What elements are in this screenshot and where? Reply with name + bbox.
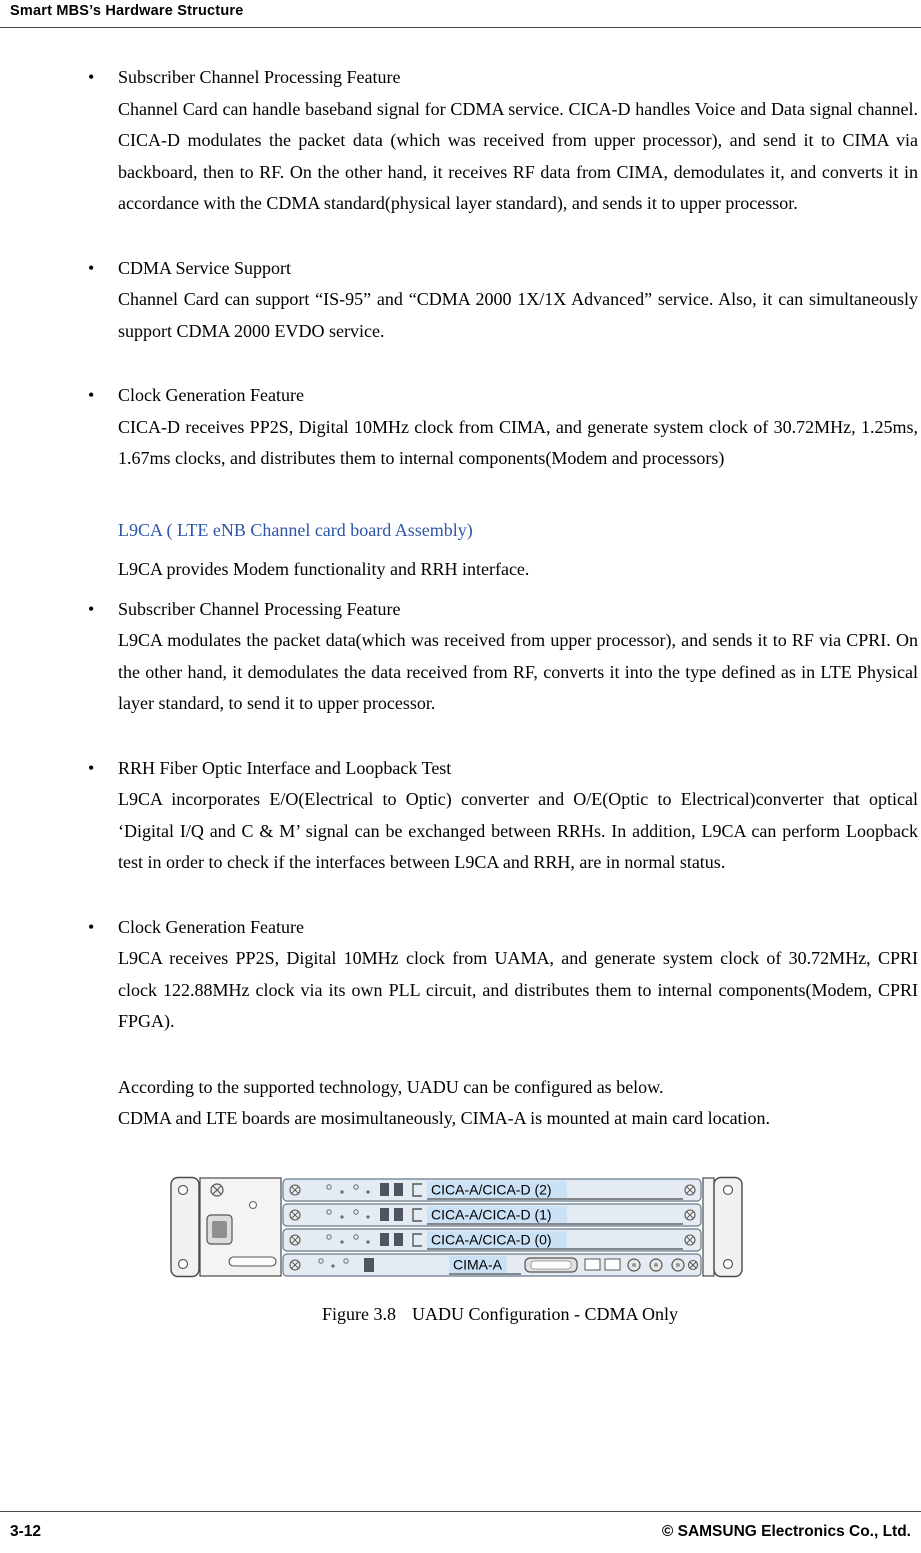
rf-port-icon — [650, 1259, 662, 1271]
card-slot-cima-a — [283, 1254, 701, 1276]
figure-caption-label: Figure 3.8 — [322, 1303, 396, 1324]
card-label: CICA-A/CICA-D (1) — [431, 1206, 552, 1222]
left-mounting-ear — [171, 1177, 199, 1276]
page-header — [0, 0, 921, 28]
left-panel — [200, 1178, 281, 1276]
screw-icon — [211, 1184, 223, 1196]
body-paragraph: L9CA incorporates E/O(Electrical to Optic) converter and O/E(Optic to Electrical)converter that optical ‘Digital I/Q and C & M’ signal can be exchanged between RRHs. In addition, L9CA can perform Loopback test in order to check if the interfaces between L9CA and RRH, are in normal status. — [118, 789, 918, 872]
figure-caption — [118, 1299, 918, 1331]
led-hole — [250, 1201, 257, 1208]
l9ca-heading: L9CA ( LTE eNB Channel card board Assembly) — [118, 519, 473, 540]
figure-caption-text: UADU Configuration - CDMA Only — [412, 1303, 678, 1324]
body-paragraph: Channel Card can support “IS-95” and “CDMA 2000 1X/1X Advanced” service. Also, it can simultaneously support CDMA 2000 EVDO service. — [118, 289, 918, 341]
section-subscriber-channel-cdma — [118, 62, 918, 220]
header-title: Smart MBS’s Hardware Structure — [10, 3, 244, 19]
card-label: CICA-A/CICA-D (0) — [431, 1231, 552, 1247]
section-rrh-fiber-optic — [118, 753, 918, 879]
dsub-connector-icon — [207, 1215, 232, 1244]
body-paragraph: CICA-D receives PP2S, Digital 10MHz clock from CIMA, and generate system clock of 30.72MHz, 1.25ms, 1.67ms clocks, and distributes them to internal components(Modem and processors) — [118, 416, 918, 468]
bullet-title: • Subscriber Channel Processing Feature — [118, 594, 918, 626]
right-mounting-ear — [714, 1177, 742, 1276]
section-clock-generation-l9ca — [118, 912, 918, 1038]
copyright-notice: © SAMSUNG Electronics Co., Ltd. — [661, 1522, 911, 1540]
section-subscriber-channel-l9ca — [118, 594, 918, 720]
page-footer — [0, 1511, 921, 1553]
closing-paragraph: CDMA and LTE boards are mosimultaneously, CIMA-A is mounted at main card location. — [118, 1108, 771, 1128]
section-clock-generation-cica — [118, 380, 918, 475]
uadu-rack-diagram — [169, 1175, 744, 1279]
rf-port-icon — [672, 1259, 684, 1271]
dsub-connector-icon — [525, 1258, 577, 1272]
card-slot-cica-0 — [283, 1229, 701, 1251]
bullet-title: • Clock Generation Feature — [118, 380, 918, 412]
card-label: CICA-A/CICA-D (2) — [431, 1181, 552, 1197]
rf-port-icon — [628, 1259, 640, 1271]
page-number: 3-12 — [10, 1522, 42, 1540]
card-slot-cica-1 — [283, 1204, 701, 1226]
closing-paragraph: According to the supported technology, UADU can be configured as below. — [118, 1076, 664, 1097]
right-panel-strip — [703, 1178, 714, 1276]
body-paragraph: L9CA modulates the packet data(which was received from upper processor), and sends it to RF via CPRI. On the other hand, it demodulates the data received from RF, converts it into the type defined as in LTE Physical layer standard, to send it to upper processor. — [118, 630, 918, 713]
body-paragraph: L9CA receives PP2S, Digital 10MHz clock from UAMA, and generate system clock of 30.72MHz, CPRI clock 122.88MHz clock via its own PLL circuit, and distributes them to internal components(Modem, CPRI FPGA). — [118, 948, 918, 1031]
document-body — [118, 62, 918, 1330]
bullet-title: • Subscriber Channel Processing Feature — [118, 62, 918, 94]
figure-3-8 — [118, 1175, 918, 1331]
section-cdma-service-support — [118, 253, 918, 348]
bullet-title: • Clock Generation Feature — [118, 912, 918, 944]
card-label: CIMA-A — [453, 1256, 502, 1272]
card-slot-cica-2 — [283, 1179, 701, 1201]
bullet-title: • RRH Fiber Optic Interface and Loopback Test — [118, 753, 918, 785]
port-icon — [585, 1259, 600, 1270]
bullet-title: • CDMA Service Support — [118, 253, 918, 285]
port-icon — [605, 1259, 620, 1270]
vent-slot — [229, 1257, 276, 1266]
l9ca-intro: L9CA provides Modem functionality and RRH interface. — [118, 559, 530, 579]
body-paragraph: Channel Card can handle baseband signal for CDMA service. CICA-D handles Voice and Data signal channel. CICA-D modulates the packet data (which was received from upper processor), and send it to CIMA via backboard, then to RF. On the other hand, it receives RF data from CIMA, demodulates it, and converts it in accordance with the CDMA standard(physical layer standard), and sends it to upper processor. — [118, 98, 918, 213]
